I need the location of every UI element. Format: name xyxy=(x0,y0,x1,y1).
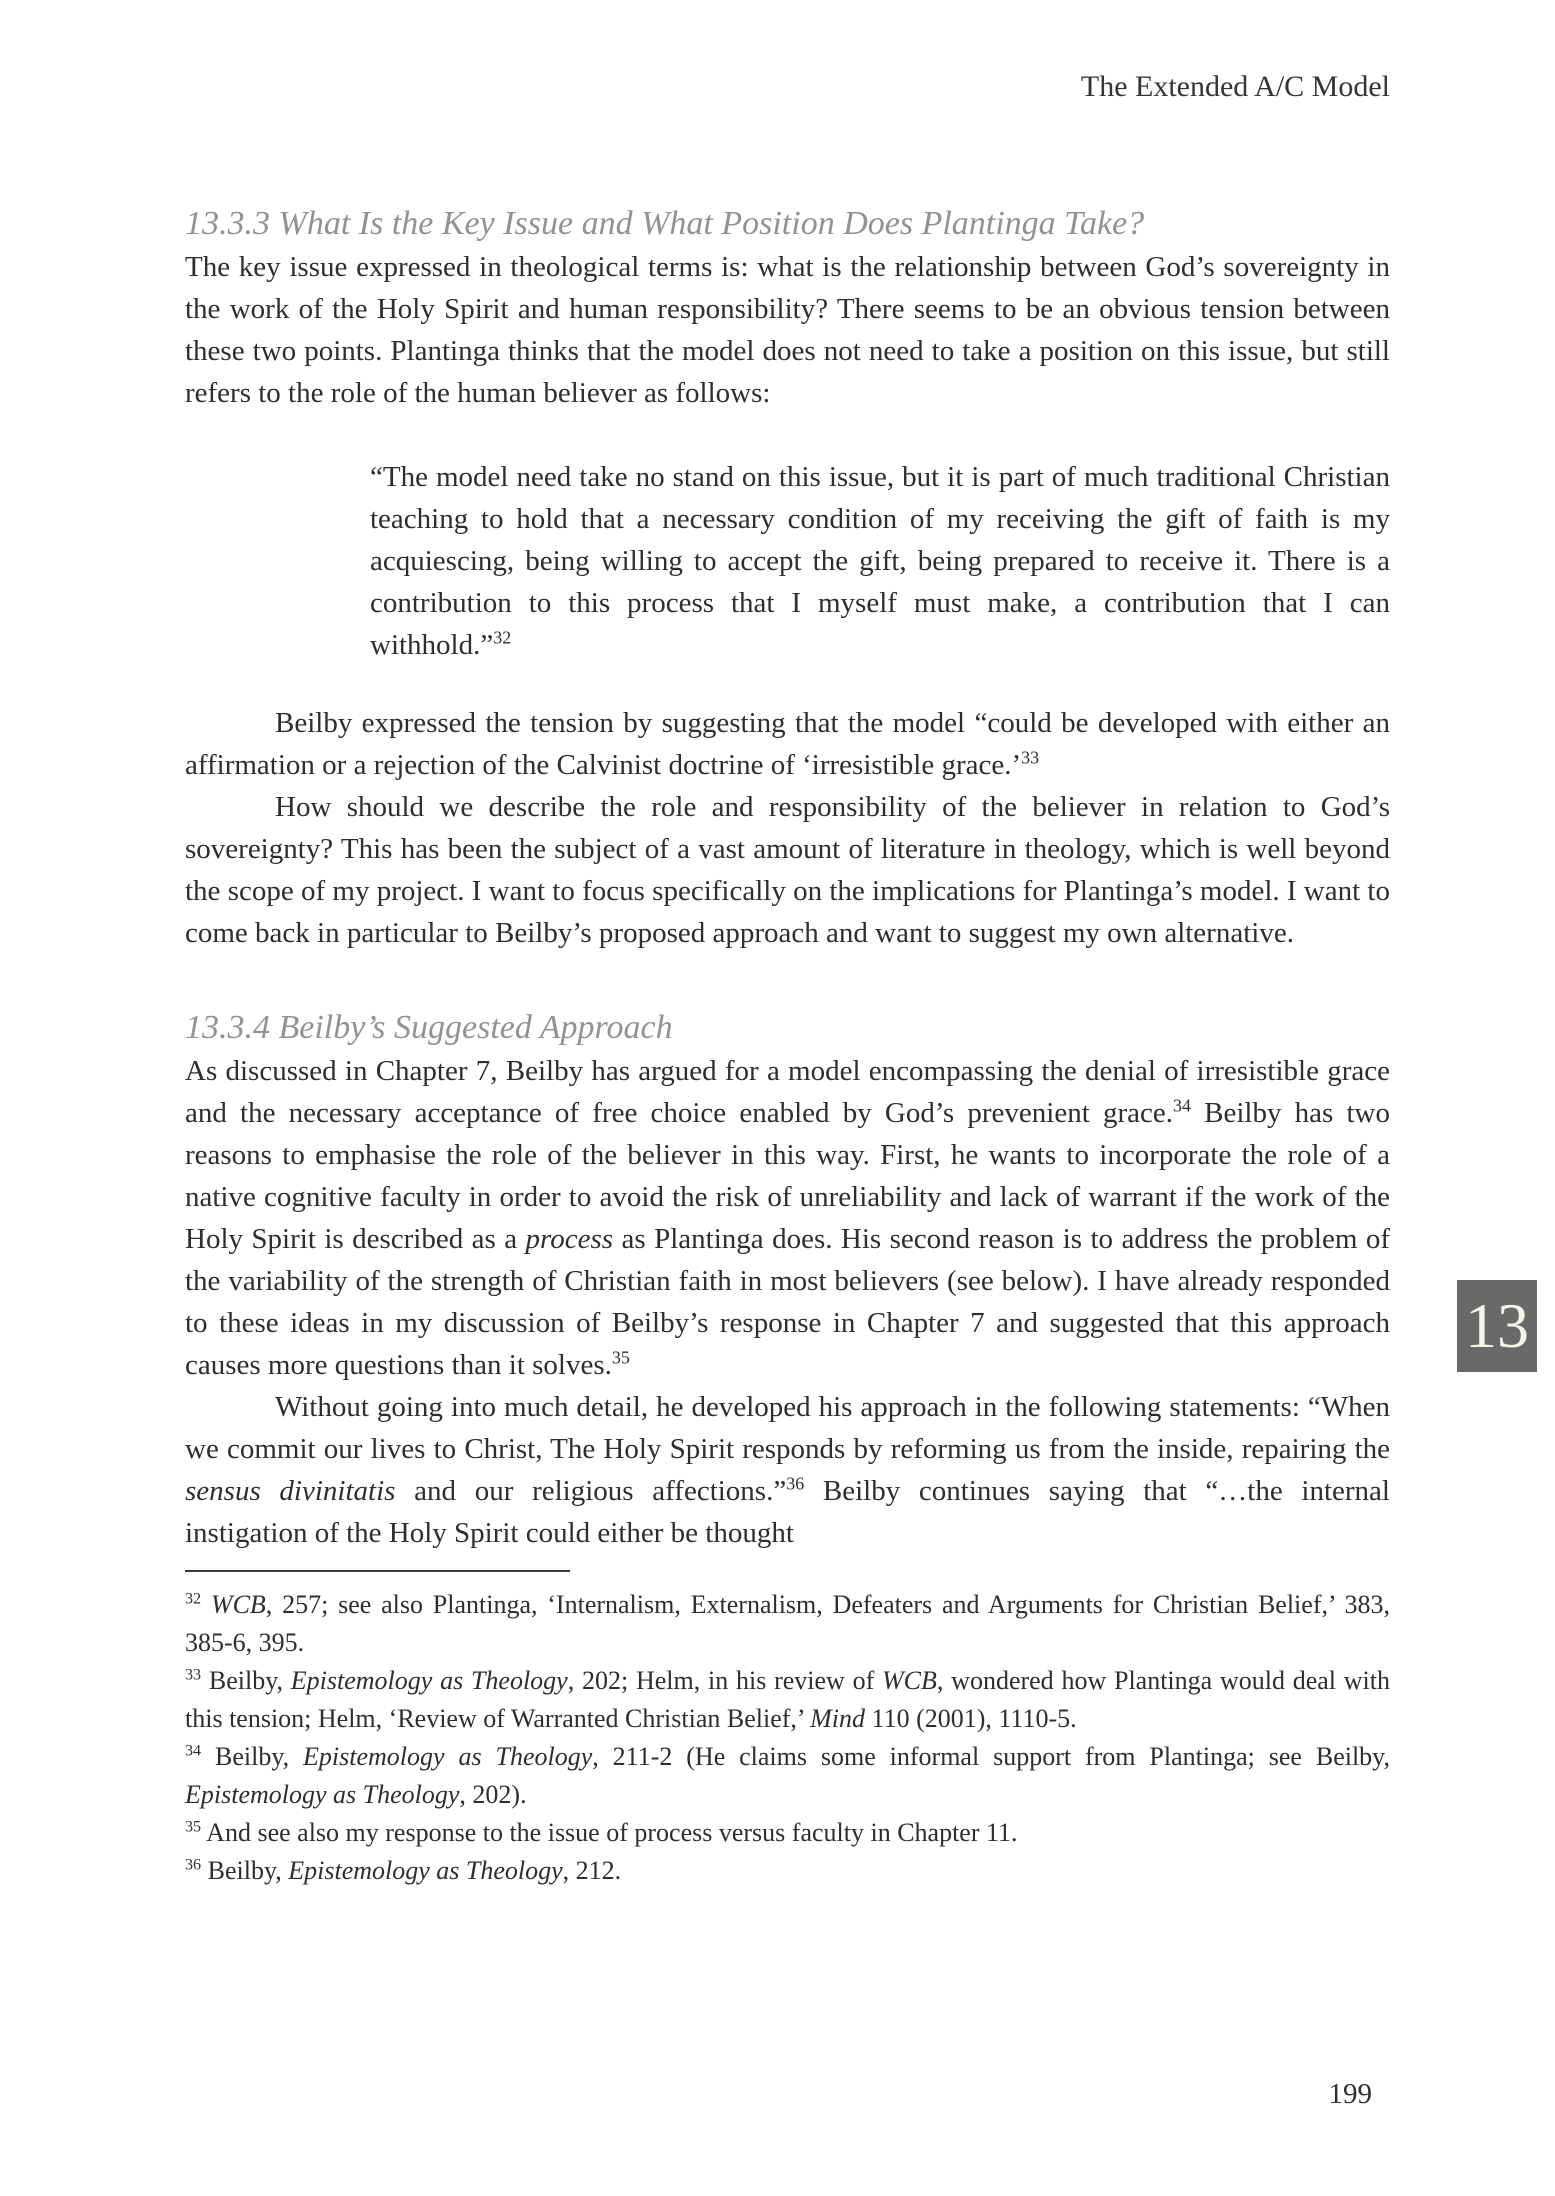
section-heading-13-3-3: 13.3.3 What Is the Key Issue and What Position Does Plantinga Take? xyxy=(185,205,1145,242)
footnote-35: $^{35}$ And see also my response to the issue of process versus faculty in Chapter 11. xyxy=(185,1818,1018,1847)
running-header: The Extended A/C Model xyxy=(1080,70,1390,103)
chapter-number-tab: 13 xyxy=(1457,1280,1537,1372)
blockquote-plantinga: “The model need take no stand on this issue, but it is part of much traditional Christian teaching to hold that a necessary condition of my receiving the gift of faith is my acquiescing, being willing to accept the gift, being prepared to receive it. There is a contribution to this process that I myself must make, a contribution that I can withhold.”$^{32}$ xyxy=(370,461,1390,661)
footnotes-block xyxy=(185,1570,1390,1890)
footnote-34: $^{34}$ Beilby, Epistemology as Theology, 211-2 (He claims some informal support from Plantinga; see Beilby, Epistemology as Theology, 202). xyxy=(185,1742,1390,1809)
footnote-33: $^{33}$ Beilby, Epistemology as Theology, 202; Helm, in his review of WCB, wondered how Plantinga would deal with this tension; Helm, ‘Review of Warranted Christian Belief,’ Mind 110 (2001), 1110-5. xyxy=(185,1666,1391,1733)
paragraph-without-going: Without going into much detail, he developed his approach in the following statements: “When we commit our lives to Christ, The Holy Spirit responds by reforming us from the inside, repairing the sensus divinitatis and our religious affections.”$^{36}$ Beilby continues saying that “…the internal instigation of the Holy Spirit could either be thought xyxy=(185,1391,1390,1549)
paragraph-as-discussed: As discussed in Chapter 7, Beilby has argued for a model encompassing the denial of irresistible grace and the necessary acceptance of free choice enabled by God’s prevenient grace.$^{34}$ Beilby has two reasons to emphasise the role of the believer in this way. First, he wants to incorporate the role of a native cognitive faculty in order to avoid the risk of unreliability and lack of warrant if the work of the Holy Spirit is described as a process as Plantinga does. His second reason is to address the problem of the variability of the strength of Christian faith in most believers (see below). I have already responded to these ideas in my discussion of Beilby’s response in Chapter 7 and suggested that this approach causes more questions than it solves.$^{35}$ xyxy=(185,1055,1390,1381)
footnote-separator-rule xyxy=(185,1570,570,1572)
paragraph-how-should: How should we describe the role and responsibility of the believer in relation to God’s sovereignty? This has been the subject of a vast amount of literature in theology, which is well beyond the scope of my project. I want to focus specifically on the implications for Plantinga’s model. I want to come back in particular to Beilby’s proposed approach and want to suggest my own alternative. xyxy=(185,791,1390,949)
paragraph-beilby-tension: Beilby expressed the tension by suggesting that the model “could be developed with either an affirmation or a rejection of the Calvinist doctrine of ‘irresistible grace.’$^{33}$ xyxy=(185,707,1390,781)
footnote-32: $^{32}$ WCB, 257; see also Plantinga, ‘Internalism, Externalism, Defeaters and Arguments for Christian Belief,’ 383, 385-6, 395. xyxy=(185,1590,1390,1657)
paragraph-key-issue: The key issue expressed in theological terms is: what is the relationship between God’s sovereignty in the work of the Holy Spirit and human responsibility? There seems to be an obvious tension between these two points. Plantinga thinks that the model does not need to take a position on this issue, but still refers to the role of the human believer as follows: xyxy=(185,251,1390,409)
section-heading-13-3-4: 13.3.4 Beilby’s Suggested Approach xyxy=(185,1009,673,1046)
page-number: 199 xyxy=(1328,2078,1372,2110)
footnote-36: $^{36}$ Beilby, Epistemology as Theology, 212. xyxy=(185,1856,622,1885)
